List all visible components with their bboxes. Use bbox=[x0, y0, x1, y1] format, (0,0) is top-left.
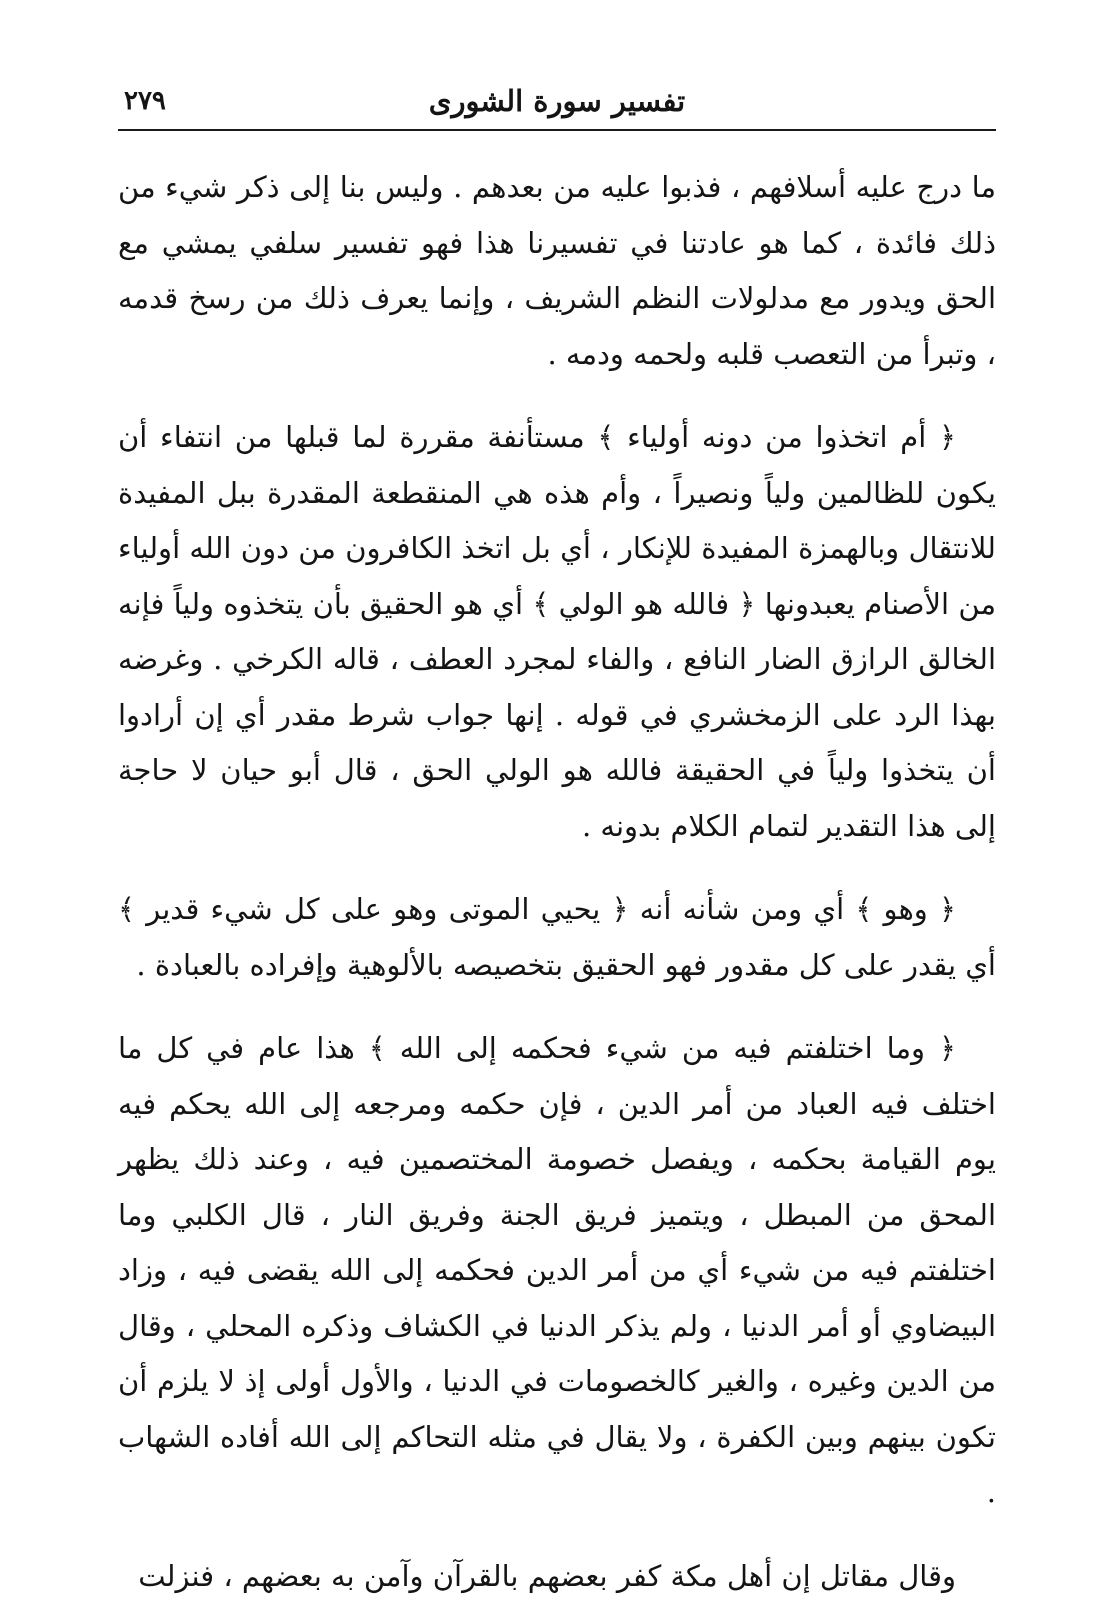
body-text bbox=[118, 160, 996, 1604]
running-title: تفسير سورة الشورى bbox=[118, 84, 996, 118]
paragraph: ما درج عليه أسلافهم ، فذبوا عليه من بعدهم . وليس بنا إلى ذكر شيء من ذلك فائدة ، كما هو عادتنا في تفسيرنا هذا فهو تفسير سلفي يمشي مع الحق ويدور مع مدلولات النظم الشريف ، وإنما يعرف ذلك من رسخ قدمه ، وتبرأ من التعصب قلبه ولحمه ودمه . bbox=[118, 160, 996, 382]
running-header bbox=[118, 80, 996, 128]
page-number: ٢٧٩ bbox=[124, 86, 166, 116]
paragraph: وقال مقاتل إن أهل مكة كفر بعضهم بالقرآن وآمن به بعضهم ، فنزلت bbox=[118, 1549, 996, 1604]
paragraph: ﴿ أم اتخذوا من دونه أولياء ﴾ مستأنفة مقررة لما قبلها من انتفاء أن يكون للظالمين ولياً ونصيراً ، وأم هذه هي المنقطعة المقدرة ببل المفيدة للانتقال وبالهمزة المفيدة للإنكار ، أي بل اتخذ الكافرون من دون الله أولياء من الأصنام يعبدونها ﴿ فالله هو الولي ﴾ أي هو الحقيق بأن يتخذوه ولياً فإنه الخالق الرازق الضار النافع ، والفاء لمجرد العطف ، قاله الكرخي . وغرضه بهذا الرد على الزمخشري في قوله . إنها جواب شرط مقدر أي إن أرادوا أن يتخذوا ولياً في الحقيقة فالله هو الولي الحق ، قال أبو حيان لا حاجة إلى هذا التقدير لتمام الكلام بدونه . bbox=[118, 410, 996, 854]
paragraph: ﴿ وهو ﴾ أي ومن شأنه أنه ﴿ يحيي الموتى وهو على كل شيء قدير ﴾ أي يقدر على كل مقدور فهو الحقيق بتخصيصه بالألوهية وإفراده بالعبادة . bbox=[118, 882, 996, 993]
paragraph: ﴿ وما اختلفتم فيه من شيء فحكمه إلى الله ﴾ هذا عام في كل ما اختلف فيه العباد من أمر الدين ، فإن حكمه ومرجعه إلى الله يحكم فيه يوم القيامة بحكمه ، ويفصل خصومة المختصمين فيه ، وعند ذلك يظهر المحق من المبطل ، ويتميز فريق الجنة وفريق النار ، قال الكلبي وما اختلفتم فيه من شيء أي من أمر الدين فحكمه إلى الله يقضى فيه ، وزاد البيضاوي أو أمر الدنيا ، ولم يذكر الدنيا في الكشاف وذكره المحلي ، وقال من الدين وغيره ، والغير كالخصومات في الدنيا ، والأول أولى إذ لا يلزم أن تكون بينهم وبين الكفرة ، ولا يقال في مثله التحاكم إلى الله أفاده الشهاب . bbox=[118, 1021, 996, 1521]
header-rule bbox=[118, 129, 996, 131]
